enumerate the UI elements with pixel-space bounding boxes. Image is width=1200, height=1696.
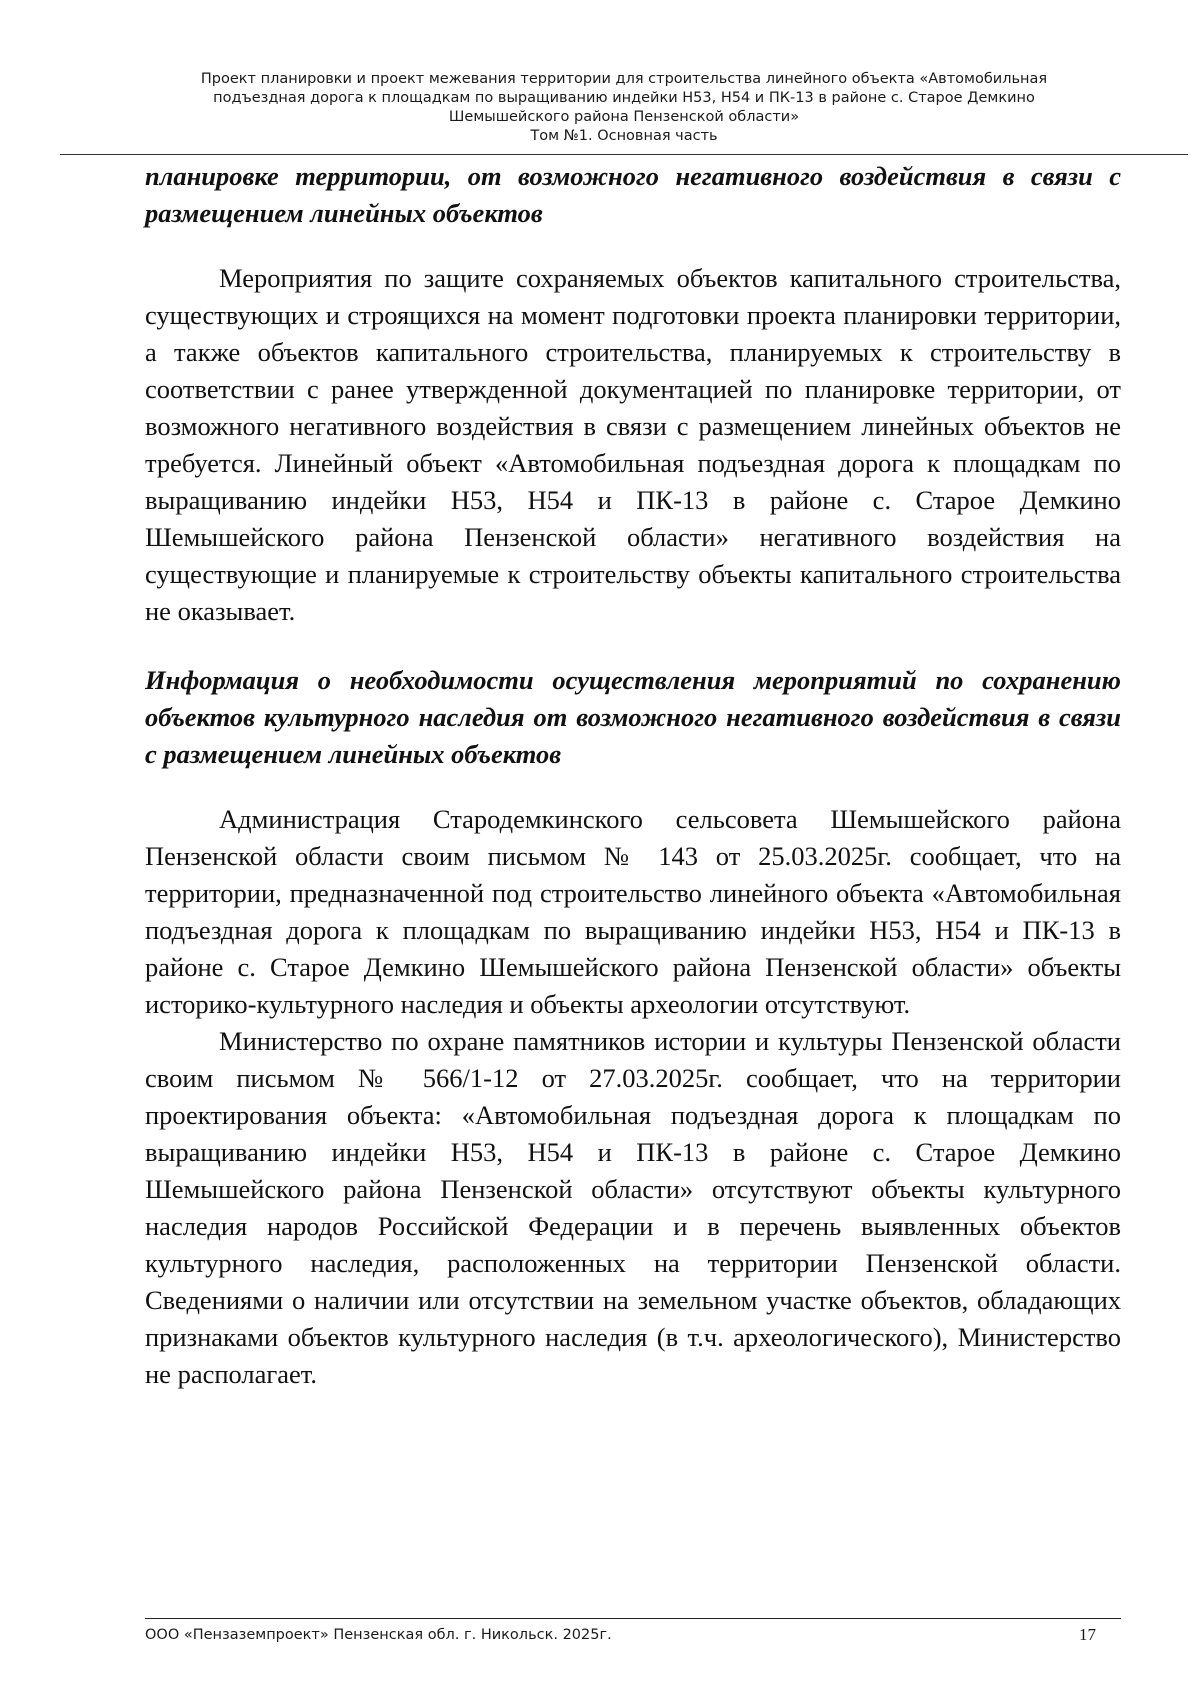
section-1-paragraph-1: Мероприятия по защите сохраняемых объектов капитального строительства, существующих и строящихся на момент подготовки проекта планировки территории, а также объектов капитального строительства, планируемых к строительству в соответствии с ранее утвержденной документацией по планировке территории, от возможного негативного воздействия в связи с размещением линейных объектов не требуется. Линейный объект «Автомобильная подъездная дорога к площадкам по выращиванию индейки Н53, Н54 и ПК-13 в районе с. Старое Демкино Шемышейского района Пензенской области» негативного воздействия на существующие и планируемые к строительству объекты капитального строительства не оказывает. — [145, 263, 1121, 626]
footer-divider — [145, 1618, 1121, 1619]
section-2-heading: Информация о необходимости осуществления мероприятий по сохранению объектов культурного наследия от возможного негативного воздействия в связи с размещением линейных объектов — [145, 665, 1121, 769]
page-number: 17 — [1079, 1625, 1096, 1644]
section-1-heading: планировке территории, от возможного негативного воздействия в связи с размещением линейных объектов — [145, 161, 1121, 228]
spacer — [145, 630, 1121, 662]
footer-company: ООО «Пензаземпроект» Пензенская обл. г. Никольск. 2025г. — [145, 1627, 612, 1643]
section-2-paragraph-1: Администрация Стародемкинского сельсовета Шемышейского района Пензенской области своим письмом № 143 от 25.03.2025г. сообщает, что на территории, предназначенной под строительство линейного объекта «Автомобильная подъездная дорога к площадкам по выращиванию индейки Н53, Н54 и ПК-13 в районе с. Старое Демкино Шемышейского района Пензенской области» объекты историко-культурного наследия и объекты археологии отсутствуют. — [145, 804, 1121, 1019]
header-line-2: подъездная дорога к площадкам по выращиванию индейки Н53, Н54 и ПК-13 в районе с. Старое Демкино — [213, 90, 1035, 106]
page-header — [60, 70, 1188, 146]
header-volume: Том №1. Основная часть — [530, 128, 718, 144]
header-line-1: Проект планировки и проект межевания территории для строительства линейного объекта «Автомобильная — [200, 71, 1048, 87]
section-2-paragraph-2: Министерство по охране памятников истории и культуры Пензенской области своим письмом № 566/1-12 от 27.03.2025г. сообщает, что на территории проектирования объекта: «Автомобильная подъездная дорога к площадкам по выращиванию индейки Н53, Н54 и ПК-13 в районе с. Старое Демкино Шемышейского района Пензенской области» отсутствуют объекты культурного наследия народов Российской Федерации и в перечень выявленных объектов культурного наследия, расположенных на территории Пензенской области. Сведениями о наличии или отсутствии на земельном участке объектов, обладающих признаками объектов культурного наследия (в т.ч. археологического), Министерство не располагает. — [145, 1026, 1121, 1389]
spacer — [145, 232, 1121, 260]
header-divider — [60, 154, 1188, 155]
spacer — [145, 773, 1121, 801]
header-line-3: Шемышейского района Пензенской области» — [448, 109, 800, 125]
document-body — [145, 158, 1121, 1393]
